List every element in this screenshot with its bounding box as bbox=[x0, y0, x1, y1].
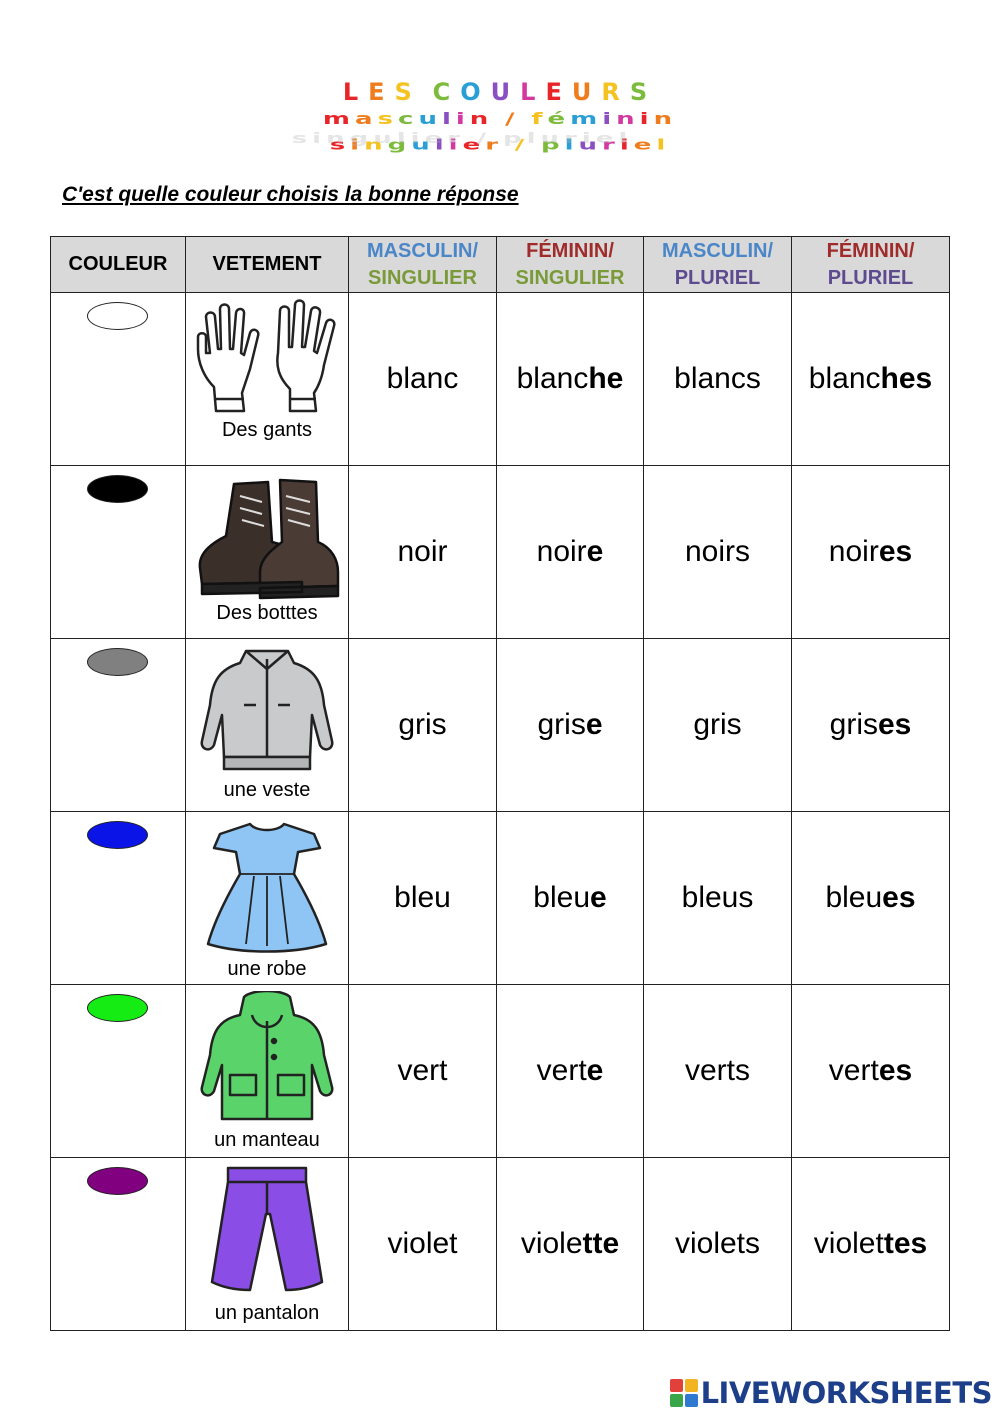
form-feminin-pluriel[interactable]: violettes bbox=[792, 1158, 950, 1331]
table-header-row bbox=[51, 237, 950, 293]
clothing-cell bbox=[186, 466, 349, 639]
header-couleur: COULEUR bbox=[51, 237, 186, 293]
logo-icon bbox=[670, 1379, 698, 1407]
clothing-cell bbox=[186, 1158, 349, 1331]
clothing-label: un pantalon bbox=[214, 1302, 320, 1324]
form-feminin-pluriel[interactable]: blanches bbox=[792, 293, 950, 466]
form-feminin-pluriel[interactable]: noires bbox=[792, 466, 950, 639]
jacket-icon bbox=[186, 645, 348, 777]
form-masculin-singulier[interactable]: violet bbox=[349, 1158, 497, 1331]
form-masculin-pluriel[interactable]: bleus bbox=[644, 812, 792, 985]
colour-cell bbox=[51, 812, 186, 985]
title-line-2: masculin / féminin bbox=[322, 110, 678, 128]
colour-swatch[interactable] bbox=[87, 302, 148, 330]
title-line-3: singulier / pluriel bbox=[329, 136, 671, 154]
table-row bbox=[51, 466, 950, 639]
form-feminin-singulier[interactable]: noire bbox=[497, 466, 644, 639]
dress-icon bbox=[186, 818, 348, 956]
clothing-label: Des gants bbox=[221, 419, 313, 441]
gloves-icon bbox=[186, 299, 348, 417]
form-feminin-pluriel[interactable]: bleues bbox=[792, 812, 950, 985]
table-row bbox=[51, 985, 950, 1158]
form-masculin-singulier[interactable]: blanc bbox=[349, 293, 497, 466]
form-feminin-singulier[interactable]: verte bbox=[497, 985, 644, 1158]
clothing-cell bbox=[186, 293, 349, 466]
table-row bbox=[51, 293, 950, 466]
form-feminin-singulier[interactable]: grise bbox=[497, 639, 644, 812]
form-feminin-singulier[interactable]: bleue bbox=[497, 812, 644, 985]
header-masculin-pluriel: MASCULIN/ PLURIEL bbox=[644, 237, 792, 293]
form-feminin-singulier[interactable]: blanche bbox=[497, 293, 644, 466]
form-masculin-pluriel[interactable]: blancs bbox=[644, 293, 792, 466]
clothing-cell bbox=[186, 639, 349, 812]
form-feminin-singulier[interactable]: violette bbox=[497, 1158, 644, 1331]
form-masculin-singulier[interactable]: bleu bbox=[349, 812, 497, 985]
colour-cell bbox=[51, 466, 186, 639]
form-masculin-singulier[interactable]: vert bbox=[349, 985, 497, 1158]
title-line-1: LES COULEURS bbox=[342, 78, 658, 106]
form-masculin-pluriel[interactable]: gris bbox=[644, 639, 792, 812]
colour-swatch[interactable] bbox=[87, 475, 148, 503]
header-vetement: VETEMENT bbox=[186, 237, 349, 293]
header-masculin-singulier: MASCULIN/ SINGULIER bbox=[349, 237, 497, 293]
colour-swatch[interactable] bbox=[87, 1167, 148, 1195]
form-masculin-pluriel[interactable]: verts bbox=[644, 985, 792, 1158]
form-masculin-singulier[interactable]: gris bbox=[349, 639, 497, 812]
colour-swatch[interactable] bbox=[87, 821, 148, 849]
clothing-label: une robe bbox=[227, 958, 307, 980]
form-feminin-pluriel[interactable]: vertes bbox=[792, 985, 950, 1158]
header-feminin-singulier: FÉMININ/ SINGULIER bbox=[497, 237, 644, 293]
form-masculin-pluriel[interactable]: violets bbox=[644, 1158, 792, 1331]
table-row bbox=[51, 812, 950, 985]
colour-cell bbox=[51, 985, 186, 1158]
colour-swatch[interactable] bbox=[87, 994, 148, 1022]
liveworksheets-logo bbox=[670, 1375, 992, 1411]
boots-icon bbox=[186, 472, 348, 600]
clothing-cell bbox=[186, 985, 349, 1158]
instruction: C'est quelle couleur choisis la bonne réponse bbox=[62, 183, 519, 206]
clothing-cell bbox=[186, 812, 349, 985]
table-row bbox=[51, 1158, 950, 1331]
clothing-label: une veste bbox=[223, 779, 311, 801]
colour-swatch[interactable] bbox=[87, 648, 148, 676]
header-feminin-pluriel: FÉMININ/ PLURIEL bbox=[792, 237, 950, 293]
clothing-label: un manteau bbox=[214, 1129, 320, 1151]
colour-cell bbox=[51, 293, 186, 466]
colour-table bbox=[50, 236, 950, 1331]
coat-icon bbox=[186, 991, 348, 1127]
logo-text: LIVEWORKSHEETS bbox=[700, 1376, 992, 1410]
form-masculin-pluriel[interactable]: noirs bbox=[644, 466, 792, 639]
form-feminin-pluriel[interactable]: grises bbox=[792, 639, 950, 812]
colour-cell bbox=[51, 1158, 186, 1331]
form-masculin-singulier[interactable]: noir bbox=[349, 466, 497, 639]
table-row bbox=[51, 639, 950, 812]
clothing-label: Des botttes bbox=[216, 602, 318, 624]
colour-cell bbox=[51, 639, 186, 812]
trousers-icon bbox=[186, 1164, 348, 1300]
